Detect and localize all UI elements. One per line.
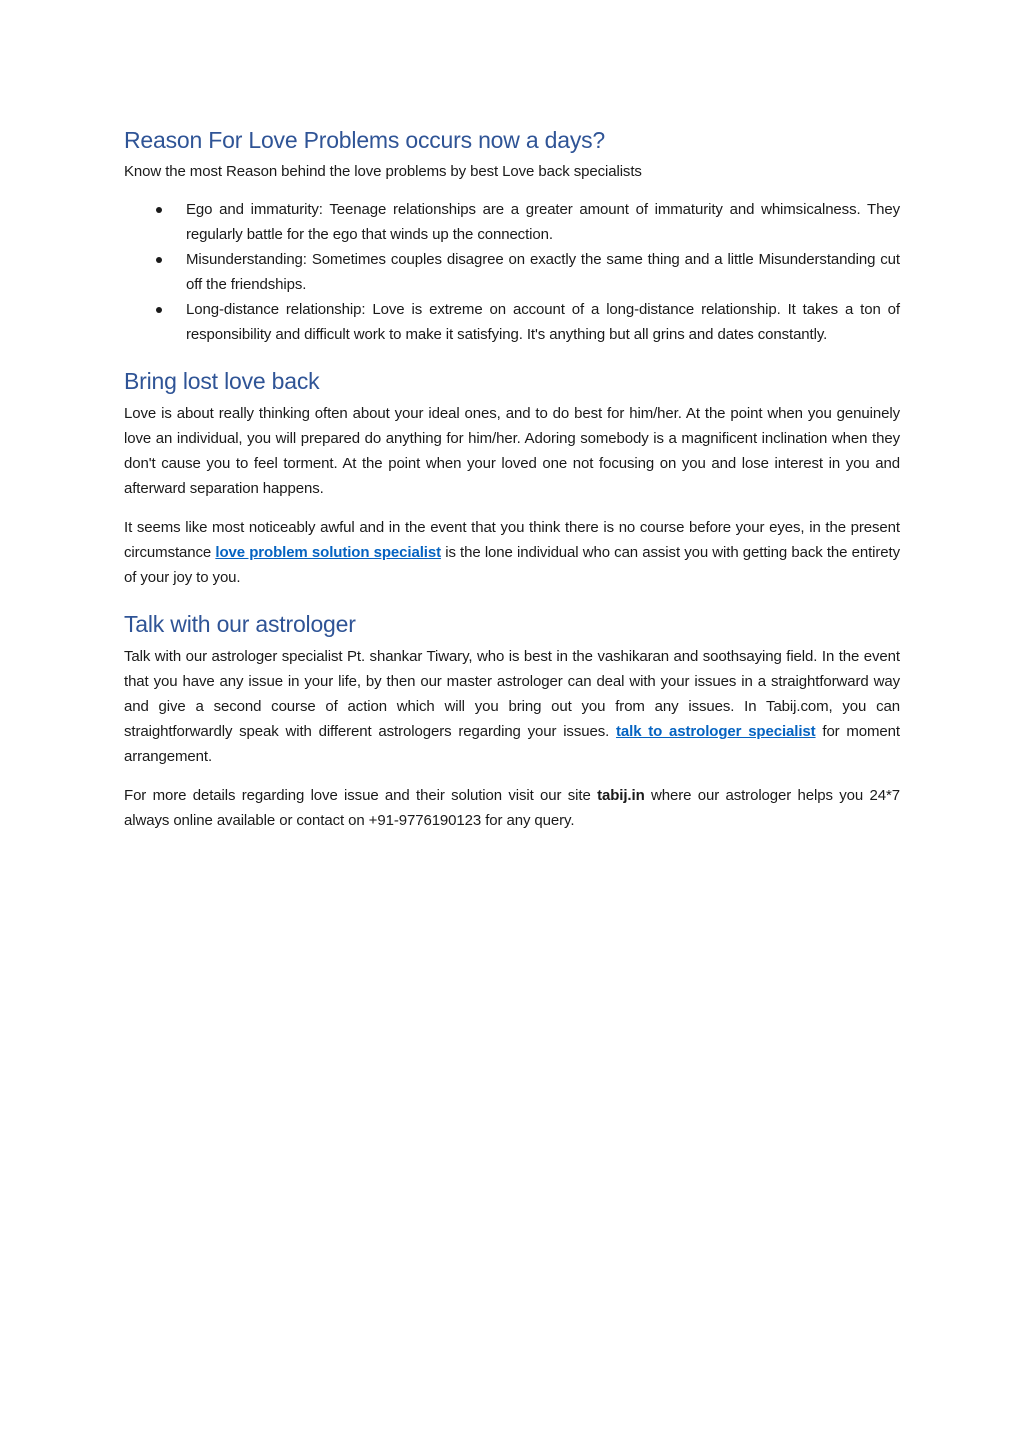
list-item [124,197,900,247]
list-item-text: Misunderstanding: Sometimes couples disagree on exactly the same thing and a little Misunderstanding cut off the friendships. [186,251,900,293]
paragraph-text: for moment arrangement. [124,723,900,765]
paragraph-text: is the lone individual who can assist you with getting back the entirety of your joy to you. [124,544,900,586]
paragraph-text: where our astrologer helps you 24*7 always online available or contact on +91-9776190123 for any query. [124,787,900,829]
heading-talk-with-astrologer: Talk with our astrologer [124,611,356,637]
talk-to-astrologer-link[interactable]: talk to astrologer specialist [616,723,816,740]
list-item [124,247,900,297]
subtitle-text: Know the most Reason behind the love problems by best Love back specialists [124,163,642,180]
heading-reason-love-problems: Reason For Love Problems occurs now a days? [124,127,606,153]
list-item-text: Long-distance relationship: Love is extreme on account of a long-distance relationship. It takes a ton of responsibility and difficult work to make it satisfying. It's anything but all grins and dates constantly. [186,301,900,343]
heading-bring-lost-love-back: Bring lost love back [124,368,320,394]
bullet-icon [156,257,162,263]
list-item [124,297,900,347]
reason-bullet-list [124,197,900,347]
list-item-text: Ego and immaturity: Teenage relationships are a greater amount of immaturity and whimsicalness. They regularly battle for the ego that winds up the connection. [186,201,900,243]
paragraph-talk-astrologer [124,644,900,769]
bullet-icon [156,307,162,313]
document-page [124,124,900,833]
love-problem-solution-link[interactable]: love problem solution specialist [215,544,441,561]
paragraph-love-solution [124,515,900,590]
bullet-icon [156,207,162,213]
paragraph-more-details [124,783,900,833]
paragraph-text: Talk with our astrologer specialist Pt. shankar Tiwary, who is best in the vashikaran and soothsaying field. In the event that you have any issue in your life, by then our master astrologer can deal with your issues in a straightforward way and give a second course of action which will you bring out you from any issues. In Tabij.com, you can straightforwardly speak with different astrologers regarding your issues. [124,648,900,740]
site-name: tabij.in [597,787,645,804]
paragraph-text: For more details regarding love issue and their solution visit our site [124,787,598,804]
paragraph-love-about: Love is about really thinking often about your ideal ones, and to do best for him/her. At the point when you genuinely love an individual, you will prepared do anything for him/her. Adoring somebody is a magnificent inclination when they don't cause you to feel torment. At the point when your loved one not focusing on you and lose interest in you and afterward separation happens. [124,405,900,497]
paragraph-text: It seems like most noticeably awful and in the event that you think there is no course before your eyes, in the present circumstance [124,519,900,561]
